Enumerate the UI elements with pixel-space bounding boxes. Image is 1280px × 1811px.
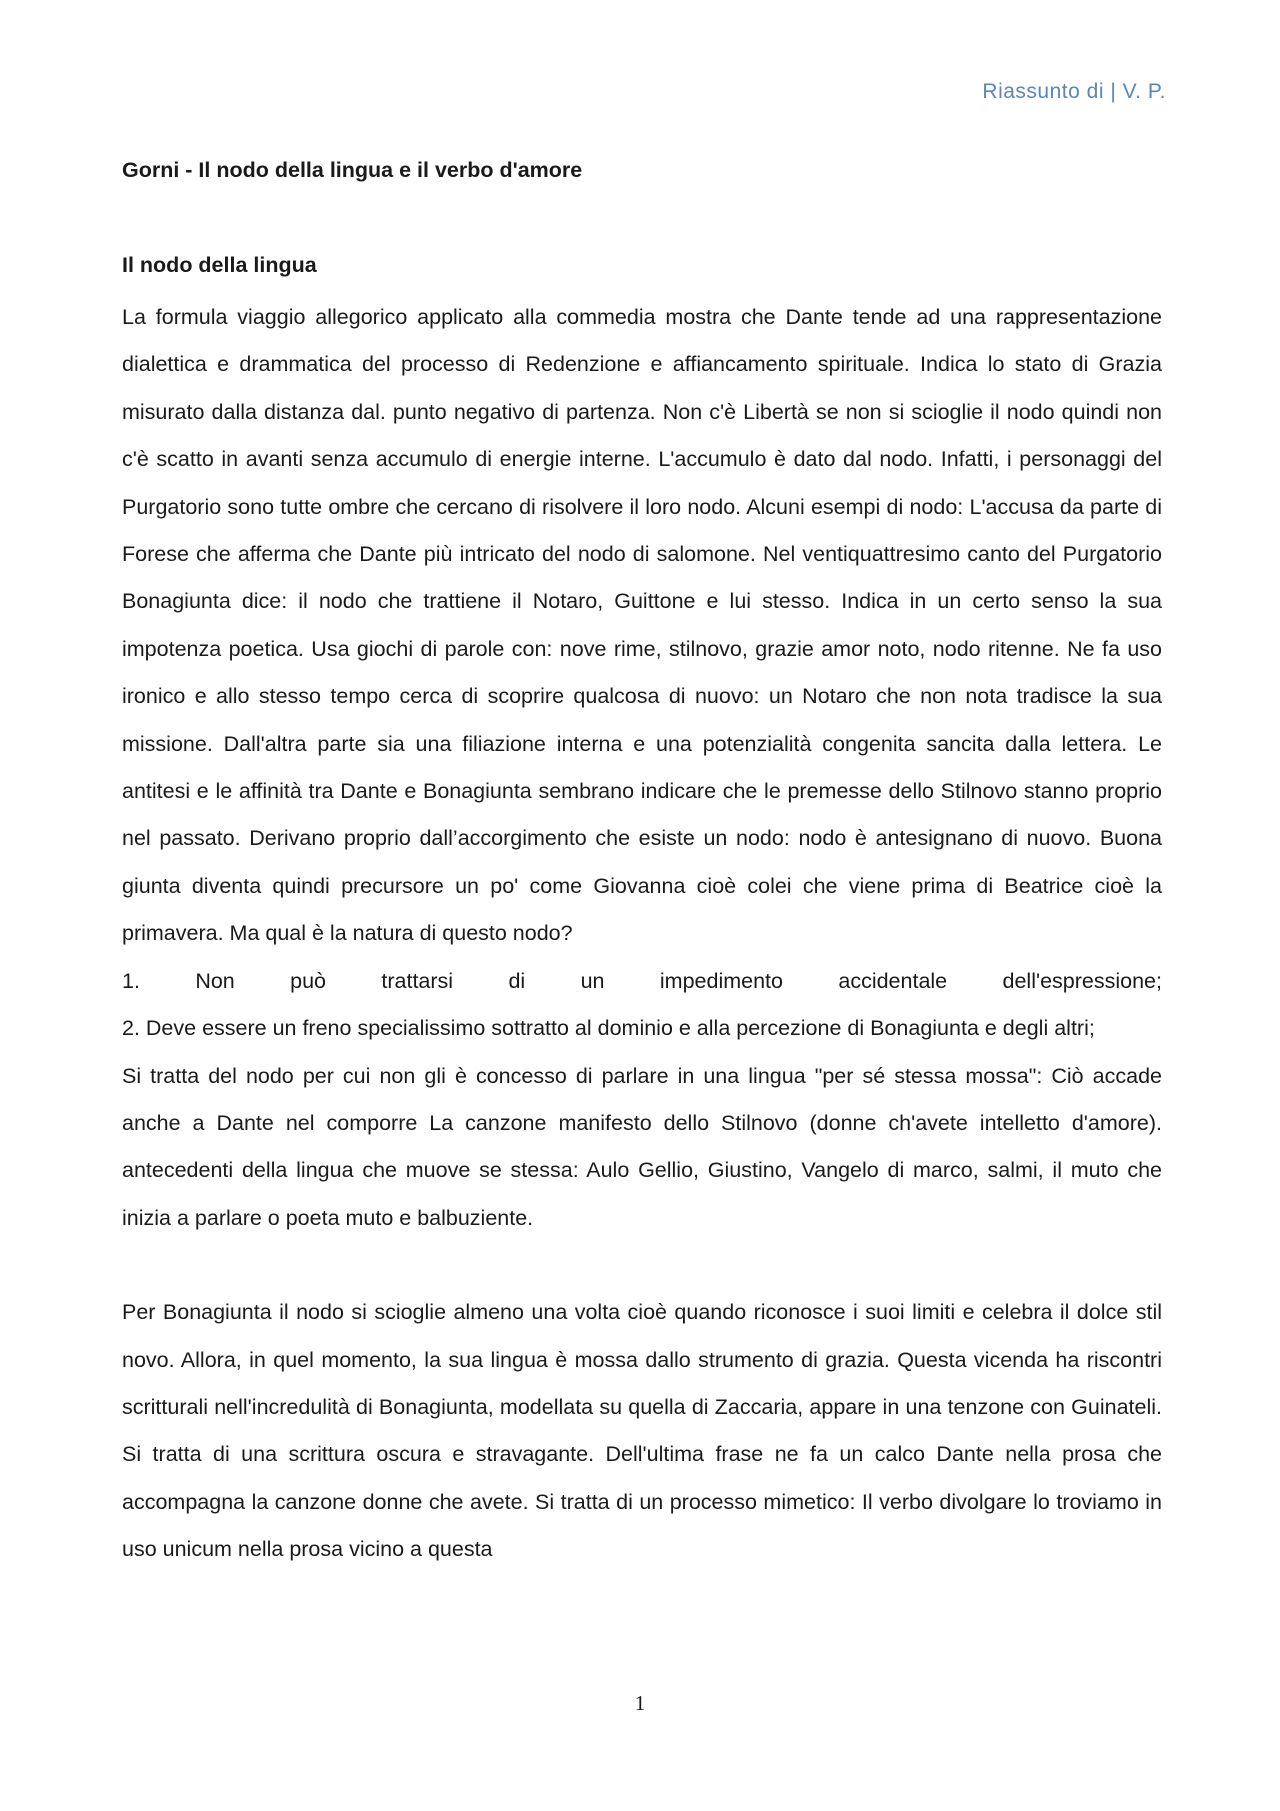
running-header: Riassunto di | V. P.: [982, 80, 1166, 103]
body-paragraph-2: Si tratta del nodo per cui non gli è concesso di parlare in una lingua "per sé stessa mossa": Ciò accade anche a Dante nel comporre La canzone manifesto dello Stilnovo (donne ch'avete intelletto d'amore). antecedenti della lingua che muove se stessa: Aulo Gellio, Giustino, Vangelo di marco, salmi, il muto che inizia a parlare o poeta muto e balbuziente.: [122, 1063, 1162, 1230]
list-item-1: 1. Non può trattarsi di un impedimento accidentale dell'espressione;: [122, 968, 1162, 993]
body-paragraph-1: La formula viaggio allegorico applicato alla commedia mostra che Dante tende ad una rappresentazione dialettica e drammatica del processo di Redenzione e affiancamento spirituale. Indica lo stato di Grazia misurato dalla distanza dal. punto negativo di partenza. Non c'è Libertà se non si scioglie il nodo quindi non c'è scatto in avanti senza accumulo di energie interne. L'accumulo è dato dal nodo. Infatti, i personaggi del Purgatorio sono tutte ombre che cercano di risolvere il loro nodo. Alcuni esempi di nodo: L'accusa da parte di Forese che afferma che Dante più intricato del nodo di salomone. Nel ventiquattresimo canto del Purgatorio Bonagiunta dice: il nodo che trattiene il Notaro, Guittone e lui stesso. Indica in un certo senso la sua impotenza poetica. Usa giochi di parole con: nove rime, stilnovo, grazie amor noto, nodo ritenne. Ne fa uso ironico e allo stesso tempo cerca di scoprire qualcosa di nuovo: un Notaro che non nota tradisce la sua missione. Dall'altra parte sia una filiazione interna e una potenzialità congenita sancita dalla lettera. Le antitesi e le affinità tra Dante e Bonagiunta sembrano indicare che le premesse dello Stilnovo stanno proprio nel passato. Derivano proprio dall’accorgimento che esiste un nodo: nodo è antesignano di nuovo. Buona giunta diventa quindi precursore un po' come Giovanna cioè colei che viene prima di Beatrice cioè la primavera. Ma qual è la natura di questo nodo?: [122, 305, 1162, 946]
page-number: 1: [634, 1691, 646, 1715]
list-item-2: 2. Deve essere un freno specialissimo sottratto al dominio e alla percezione di Bonagiunta e degli altri;: [122, 1016, 1095, 1041]
document-title: Gorni - Il nodo della lingua e il verbo d'amore: [122, 158, 583, 182]
section-heading: Il nodo della lingua: [122, 253, 317, 277]
page-content: [122, 151, 1162, 1574]
body-paragraph-3: Per Bonagiunta il nodo si scioglie almeno una volta cioè quando riconosce i suoi limiti e celebra il dolce stil novo. Allora, in quel momento, la sua lingua è mossa dallo strumento di grazia. Questa vicenda ha riscontri scritturali nell'incredulità di Bonagiunta, modellata su quella di Zaccaria, appare in una tenzone con Guinateli. Si tratta di una scrittura oscura e stravagante. Dell'ultima frase ne fa un calco Dante nella prosa che accompagna la canzone donne che avete. Si tratta di un processo mimetico: Il verbo divolgare lo troviamo in uso unicum nella prosa vicino a questa: [122, 1300, 1162, 1562]
